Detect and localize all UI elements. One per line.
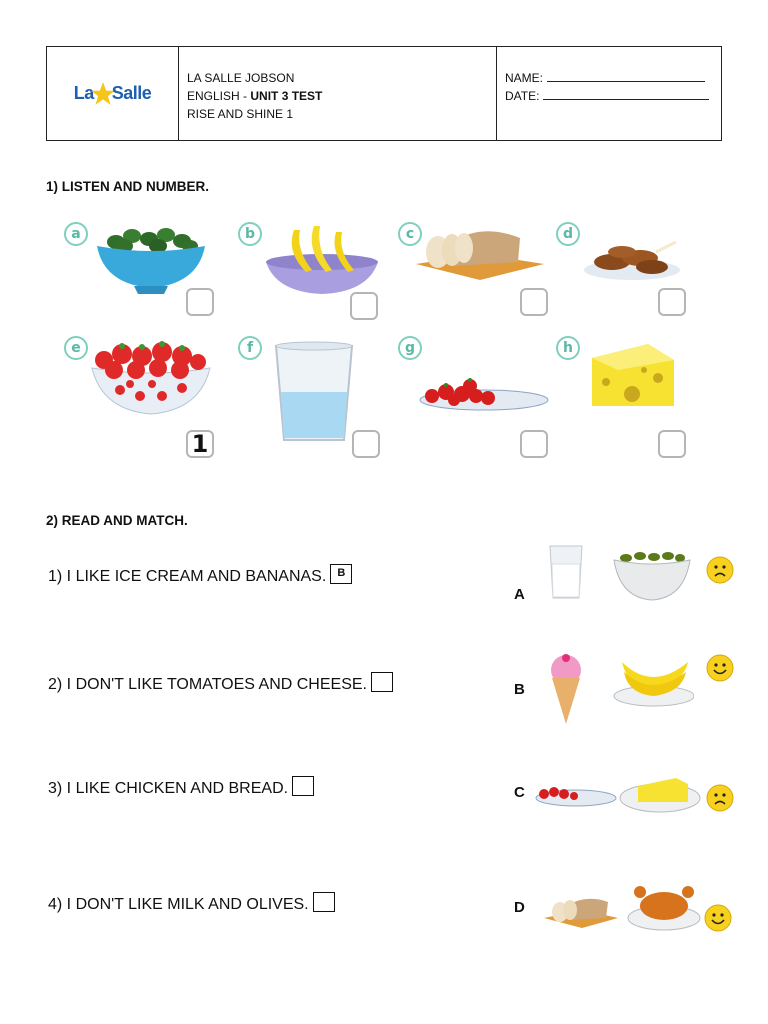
sad-face-icon bbox=[706, 556, 734, 584]
exercise1-item-a bbox=[64, 222, 234, 342]
letter-badge: b bbox=[238, 222, 262, 246]
answer-box-e[interactable]: 1 bbox=[186, 430, 214, 458]
la-salle-logo: La Salle bbox=[74, 81, 152, 107]
sentence-4: 4) I DON'T LIKE MILK AND OLIVES. bbox=[48, 894, 335, 914]
school-info-cell bbox=[179, 47, 497, 140]
glass-of-water-icon bbox=[274, 340, 354, 444]
chicken-plate-icon bbox=[582, 234, 687, 284]
exercise1-title: 1) LISTEN AND NUMBER. bbox=[46, 179, 210, 194]
name-label: NAME: bbox=[505, 71, 544, 85]
exercise1-item-b bbox=[238, 222, 408, 342]
bananas-bowl-icon bbox=[264, 222, 384, 297]
exercise1-item-d bbox=[556, 222, 726, 342]
happy-face-icon bbox=[704, 904, 732, 932]
answer-box-b[interactable] bbox=[350, 292, 378, 320]
answer-box-a[interactable] bbox=[186, 288, 214, 316]
bananas-plate-icon bbox=[614, 662, 694, 706]
exercise1-item-c bbox=[398, 222, 568, 342]
strawberries-bowl-icon bbox=[90, 338, 212, 418]
exercise1-item-g bbox=[398, 336, 568, 456]
student-info-cell bbox=[497, 47, 721, 140]
answer-box-f[interactable] bbox=[352, 430, 380, 458]
match-answer-box-1[interactable]: B bbox=[330, 564, 352, 584]
bread-board-icon bbox=[542, 892, 620, 930]
exercise1-item-f bbox=[238, 336, 408, 456]
option-letter-b: B bbox=[514, 681, 525, 698]
exercise1-item-e bbox=[64, 336, 234, 456]
cheese-icon bbox=[588, 340, 678, 410]
letter-badge: g bbox=[398, 336, 422, 360]
match-answer-box-3[interactable] bbox=[292, 776, 314, 796]
option-letter-c: C bbox=[514, 784, 525, 801]
glass-of-milk-icon bbox=[548, 544, 584, 600]
option-letter-d: D bbox=[514, 899, 525, 916]
ice-cream-cone-icon bbox=[548, 652, 584, 726]
letter-badge: e bbox=[64, 336, 88, 360]
answer-box-g[interactable] bbox=[520, 430, 548, 458]
sentence-2: 2) I DON'T LIKE TOMATOES AND CHEESE. bbox=[48, 674, 393, 694]
date-label: DATE: bbox=[505, 89, 540, 103]
olives-bowl-icon bbox=[612, 548, 692, 602]
tomatoes-plate-icon bbox=[534, 784, 618, 810]
name-field[interactable] bbox=[547, 69, 705, 82]
letter-badge: d bbox=[556, 222, 580, 246]
match-answer-box-2[interactable] bbox=[371, 672, 393, 692]
happy-face-icon bbox=[706, 654, 734, 682]
match-answer-box-4[interactable] bbox=[313, 892, 335, 912]
answer-box-c[interactable] bbox=[520, 288, 548, 316]
answer-box-h[interactable] bbox=[658, 430, 686, 458]
date-field[interactable] bbox=[543, 87, 709, 100]
logo-cell bbox=[47, 47, 179, 140]
exercise1-item-h bbox=[556, 336, 726, 456]
letter-badge: f bbox=[238, 336, 262, 360]
tomatoes-plate-icon bbox=[418, 376, 553, 416]
letter-badge: c bbox=[398, 222, 422, 246]
letter-badge: a bbox=[64, 222, 88, 246]
bread-icon bbox=[410, 224, 545, 284]
roast-chicken-icon bbox=[626, 878, 702, 932]
sentence-1: 1) I LIKE ICE CREAM AND BANANAS. B bbox=[48, 566, 352, 586]
letter-badge: h bbox=[556, 336, 580, 360]
book-name: RISE AND SHINE 1 bbox=[187, 107, 294, 121]
subject-line: ENGLISH - UNIT 3 TEST bbox=[187, 89, 323, 103]
sentence-3: 3) I LIKE CHICKEN AND BREAD. bbox=[48, 778, 314, 798]
exercise2-title: 2) READ AND MATCH. bbox=[46, 513, 188, 528]
option-letter-a: A bbox=[514, 586, 525, 603]
answer-box-d[interactable] bbox=[658, 288, 686, 316]
header-table bbox=[46, 46, 722, 141]
olives-bowl-icon bbox=[94, 222, 209, 297]
cheese-plate-icon bbox=[618, 772, 702, 814]
school-name: LA SALLE JOBSON bbox=[187, 71, 295, 85]
sad-face-icon bbox=[706, 784, 734, 812]
